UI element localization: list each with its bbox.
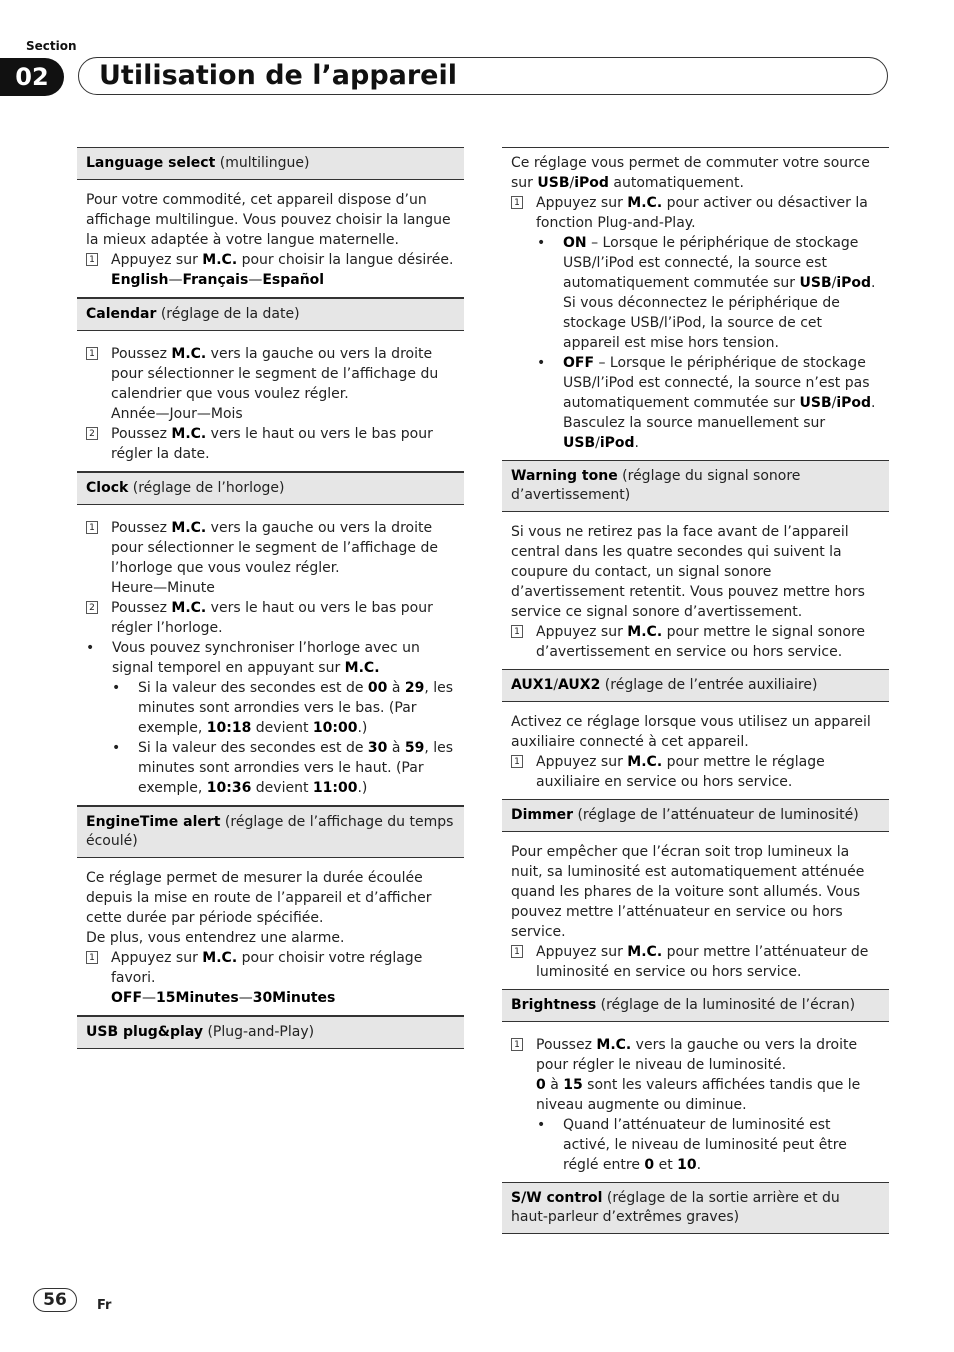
bullet-dot-icon: • bbox=[537, 235, 546, 251]
step-item: 1 Appuyez sur M.C. pour mettre le réglage auxiliaire en service ou hors service. bbox=[502, 752, 889, 792]
section-header: USB plug&play (Plug-and-Play) bbox=[77, 1016, 464, 1049]
step-item bbox=[77, 424, 464, 464]
section-enginetime-alert bbox=[77, 806, 464, 1016]
step-number: 1 bbox=[511, 755, 523, 768]
sub-bullet-item: • Quand l’atténuateur de luminosité est activé, le niveau de luminosité peut être réglé entre 0 et 10. bbox=[537, 1117, 847, 1173]
left-column bbox=[77, 147, 464, 1049]
step-text: Poussez M.C. vers la gauche ou vers la droite pour sélectionner le segment de l’affichage du calendrier que vous voulez régler. Année—Jour—Mois bbox=[111, 346, 439, 422]
step-number: 1 bbox=[86, 521, 98, 534]
step-item bbox=[77, 948, 464, 1008]
section-header: Warning tone (réglage du signal sonore d’avertissement) bbox=[502, 461, 889, 512]
bullet-dot-icon: • bbox=[112, 680, 121, 696]
section-header: EngineTime alert (réglage de l’affichage du temps écoulé) bbox=[77, 806, 464, 858]
intro-text: Pour votre commodité, cet appareil dispose d’un affichage multilingue. Vous pouvez choisir la langue la mieux adaptée à votre langue maternelle. bbox=[86, 192, 451, 248]
page-number: 56 bbox=[33, 1288, 77, 1312]
step-item: 1 Appuyez sur M.C. pour activer ou désactiver la fonction Plug-and-Play. bbox=[502, 193, 889, 233]
intro-text: De plus, vous entendrez une alarme. bbox=[86, 930, 345, 946]
title-bar bbox=[78, 57, 888, 95]
step-number: 1 bbox=[511, 1038, 523, 1051]
section-sw-control bbox=[502, 1183, 889, 1234]
step-text: Appuyez sur M.C. pour choisir la langue désirée. English—Français—Español bbox=[111, 252, 454, 288]
language-code: Fr bbox=[97, 1298, 112, 1313]
section-brightness bbox=[502, 990, 889, 1183]
section-number-badge: 02 bbox=[0, 58, 64, 96]
step-number: 1 bbox=[511, 625, 523, 638]
step-item: 1 Appuyez sur M.C. pour mettre le signal sonore d’avertissement en service ou hors service. bbox=[502, 622, 889, 662]
section-usb-plugplay bbox=[77, 1016, 464, 1049]
section-clock bbox=[77, 472, 464, 806]
step-text: Appuyez sur M.C. pour choisir votre réglage favori. OFF—15Minutes—30Minutes bbox=[111, 950, 423, 1006]
step-item bbox=[77, 518, 464, 598]
step-number: 2 bbox=[86, 427, 98, 440]
section-header bbox=[77, 147, 464, 180]
step-text: Poussez M.C. vers la gauche ou vers la droite pour sélectionner le segment de l’affichage de l’horloge que vous voulez régler. Heure—Minute bbox=[111, 520, 438, 596]
bullet-item: • Vous pouvez synchroniser l’horloge avec un signal temporel en appuyant sur M.C. bbox=[86, 640, 420, 676]
step-text: Poussez M.C. vers le haut ou vers le bas pour régler l’horloge. bbox=[111, 600, 433, 636]
section-language-select bbox=[77, 147, 464, 298]
section-header: Dimmer (réglage de l’atténuateur de luminosité) bbox=[502, 800, 889, 832]
bullet-dot-icon: • bbox=[537, 1117, 546, 1133]
sub-bullet-item: • Si la valeur des secondes est de 30 à 59, les minutes sont arrondies vers le haut. (Par exemple, 10:36 devient 11:00.) bbox=[112, 740, 454, 796]
intro-text: Pour empêcher que l’écran soit trop lumineux la nuit, sa luminosité est automatiquement atténuée quand les phares de la voiture sont allumés. Vous pouvez mettre l’atténuateur en service ou hors service. bbox=[511, 844, 865, 940]
section-label: Section bbox=[26, 39, 77, 53]
step-number: 1 bbox=[511, 945, 523, 958]
step-number: 1 bbox=[86, 347, 98, 360]
intro-text: Si vous ne retirez pas la face avant de l’appareil central dans les quatre secondes qui suivent la coupure du contact, un signal sonore d’avertissement retentit. Vous pouvez mettre hors service ce signal sonore d’avertissement. bbox=[511, 524, 865, 620]
bullet-dot-icon: • bbox=[112, 740, 121, 756]
step-item bbox=[77, 344, 464, 424]
sub-bullet-item: • Si la valeur des secondes est de 00 à 29, les minutes sont arrondies vers le bas. (Par exemple, 10:18 devient 10:00.) bbox=[112, 680, 454, 736]
step-item bbox=[77, 250, 464, 290]
section-calendar bbox=[77, 298, 464, 472]
section-dimmer bbox=[502, 800, 889, 990]
setting-name: Language select bbox=[86, 155, 216, 171]
intro-text: Activez ce réglage lorsque vous utilisez un appareil auxiliaire connecté à cet appareil. bbox=[511, 714, 871, 750]
step-item: 1 Appuyez sur M.C. pour mettre l’atténuateur de luminosité en service ou hors service. bbox=[502, 942, 889, 982]
section-header: S/W control (réglage de la sortie arrière et du haut-parleur d’extrêmes graves) bbox=[502, 1183, 889, 1234]
section-header: Calendar (réglage de la date) bbox=[77, 298, 464, 331]
setting-desc: (multilingue) bbox=[219, 155, 310, 171]
step-item: 1 Poussez M.C. vers la gauche ou vers la droite pour régler le niveau de luminosité. 0 à 15 sont les valeurs affichées tandis que le niveau augmente ou diminue. bbox=[502, 1035, 889, 1115]
bullet-dot-icon: • bbox=[86, 640, 95, 656]
bullet-dot-icon: • bbox=[537, 355, 546, 371]
step-number: 2 bbox=[86, 601, 98, 614]
section-header: AUX1/AUX2 (réglage de l’entrée auxiliaire) bbox=[502, 670, 889, 702]
step-item bbox=[77, 598, 464, 638]
section-aux bbox=[502, 670, 889, 800]
section-usb-plugplay-continued bbox=[502, 147, 889, 461]
intro-text: Ce réglage permet de mesurer la durée écoulée depuis la mise en route de l’appareil et d’afficher cette durée par période spécifiée. bbox=[86, 870, 432, 926]
step-number: 1 bbox=[511, 196, 523, 209]
section-warning-tone bbox=[502, 461, 889, 670]
step-number: 1 bbox=[86, 951, 98, 964]
step-number: 1 bbox=[86, 253, 98, 266]
page-title: Utilisation de l’appareil bbox=[99, 60, 458, 91]
sub-bullet-item: • ON – Lorsque le périphérique de stockage USB/l’iPod est connecté, la source est automatiquement commutée sur USB/iPod. Si vous déconnectez le périphérique de stockage USB/l’iPod, la source de cet appareil est mise hors tension. bbox=[537, 235, 876, 351]
section-header: Clock (réglage de l’horloge) bbox=[77, 472, 464, 505]
right-column bbox=[502, 147, 889, 1234]
section-header: Brightness (réglage de la luminosité de l’écran) bbox=[502, 990, 889, 1022]
step-text: Poussez M.C. vers le haut ou vers le bas pour régler la date. bbox=[111, 426, 433, 462]
sub-bullet-item: • OFF – Lorsque le périphérique de stockage USB/l’iPod est connecté, la source n’est pas automatiquement commutée sur USB/iPod. Basculez la source manuellement sur USB/iPod. bbox=[537, 355, 876, 451]
intro-text: Ce réglage vous permet de commuter votre source sur USB/iPod automatiquement. bbox=[511, 155, 870, 191]
